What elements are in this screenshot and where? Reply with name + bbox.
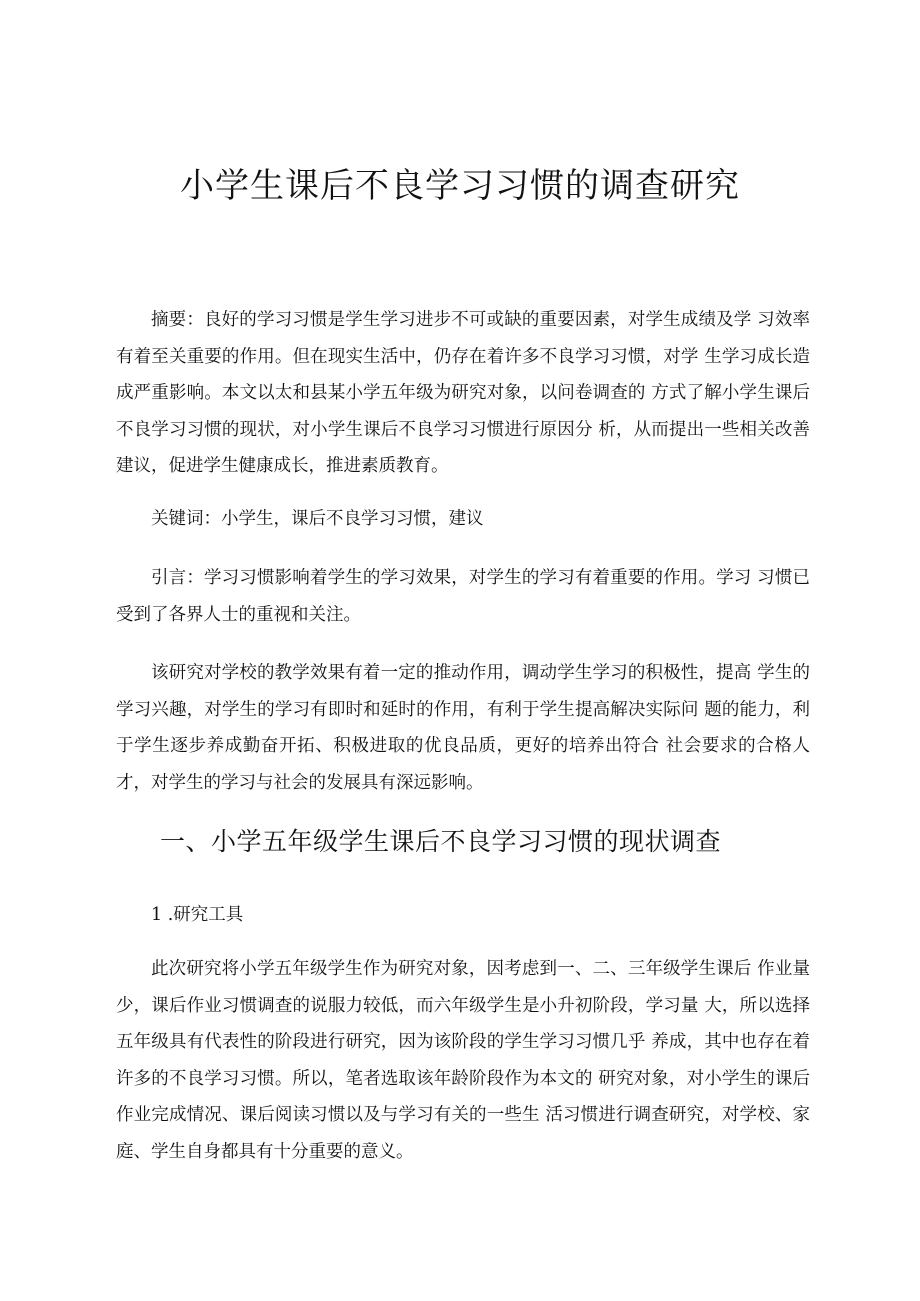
significance-paragraph: 该研究对学校的教学效果有着一定的推动作用，调动学生学习的积极性，提高 学生的学习兴趣，对学生的学习有即时和延时的作用，有利于学生提高解决实际问 题的能力，利于学生逐步养成勤奋开拓、积极进取的优良品质，更好的培养出符合 社会要求的合格人才，对学生的学习与社会的发展具有深远影响。 [116, 663, 810, 793]
subsection-body-paragraph: 此次研究将小学五年级学生作为研究对象，因考虑到一、二、三年级学生课后 作业量少，课后作业习惯调查的说服力较低，而六年级学生是小升初阶段，学习量 大，所以选择五年级具有代表性的阶段进行研究，因为该阶段的学生学习习惯几乎 养成，其中也存在着许多的不良学习习惯。所以，笔者选取该年龄阶段作为本文的 研究对象，对小学生的课后作业完成情况、课后阅读习惯以及与学习有关的一些生 活习惯进行调查研究，对学校、家庭、学生自身都具有十分重要的意义。 [116, 959, 810, 1162]
keywords-paragraph: 关键词：小学生，课后不良学习习惯，建议 [151, 509, 484, 529]
subsection-heading: 1 .研究工具 [151, 905, 244, 925]
document-title: 小学生课后不良学习习惯的调查研究 [180, 166, 740, 206]
introduction-paragraph: 引言：学习习惯影响着学生的学习效果，对学生的学习有着重要的作用。学习 习惯已受到了各界人士的重视和关注。 [116, 568, 810, 625]
abstract-paragraph: 摘要：良好的学习习惯是学生学习进步不可或缺的重要因素，对学生成绩及学 习效率有着至关重要的作用。但在现实生活中，仍存在着许多不良学习习惯，对学 生学习成长造成严重影响。本文以太和县某小学五年级为研究对象，以问卷调查的 方式了解小学生课后不良学习习惯的现状，对小学生课后不良学习习惯进行原因分 析，从而提出一些相关改善建议，促进学生健康成长，推进素质教育。 [116, 310, 810, 476]
section-heading: 一、小学五年级学生课后不良学习习惯的现状调查 [160, 827, 722, 856]
